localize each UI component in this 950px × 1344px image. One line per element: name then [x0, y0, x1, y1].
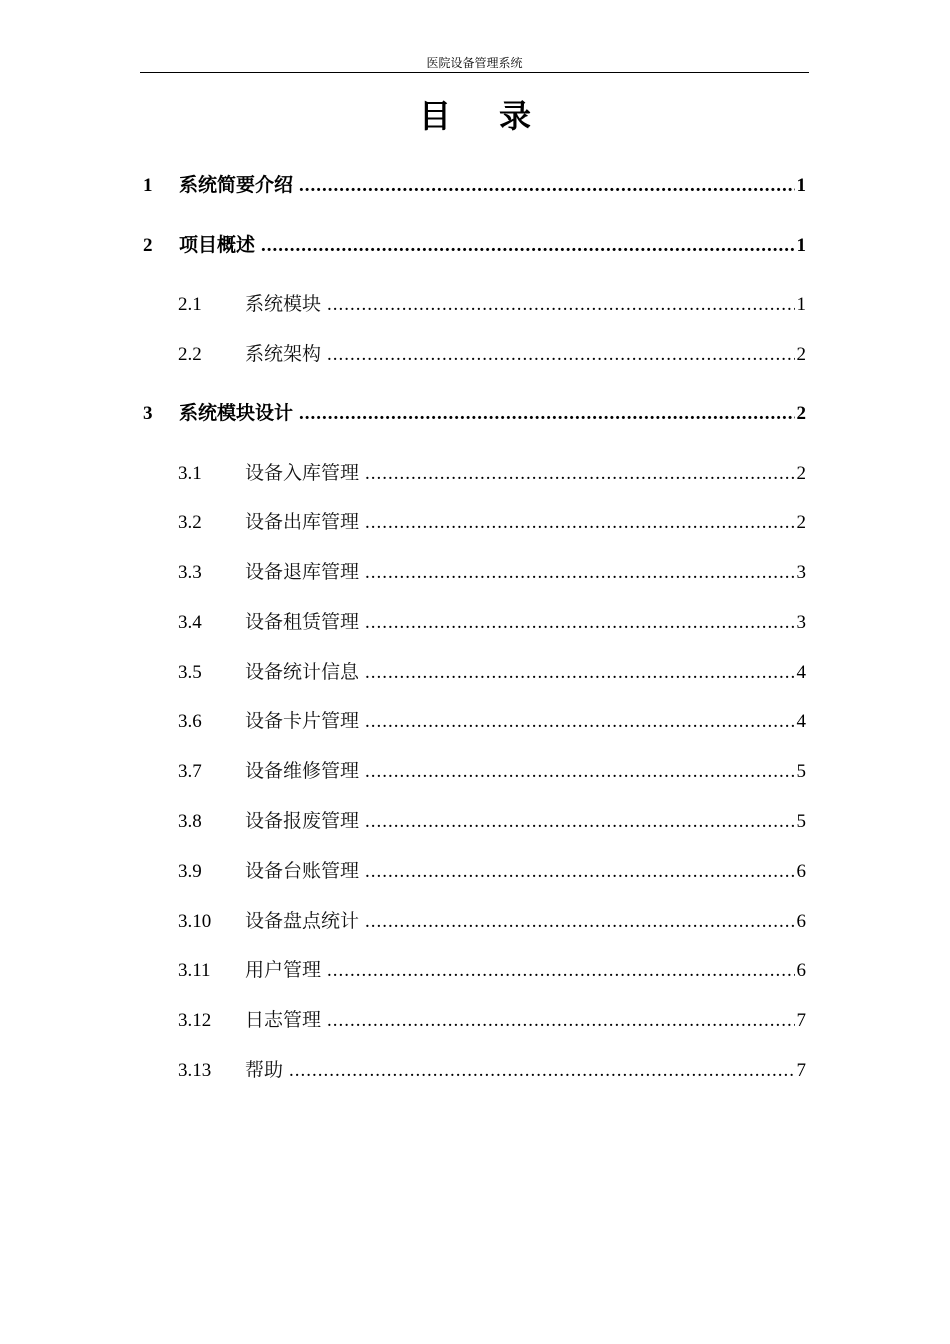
toc-entry-number: 2.1 — [178, 294, 202, 315]
header-title: 医院设备管理系统 — [426, 56, 523, 70]
toc-entry-1[interactable] — [143, 170, 806, 200]
toc-dot-leader — [365, 658, 794, 688]
toc-entry-label: 系统模块 — [245, 293, 322, 315]
toc-dot-leader — [289, 1056, 794, 1086]
toc-entry-label: 设备台账管理 — [245, 860, 360, 882]
toc-entry-page: 1 — [796, 294, 806, 315]
toc-entry-3-2[interactable] — [178, 507, 806, 537]
toc-dot-leader — [365, 558, 794, 588]
toc-entry-label: 系统架构 — [245, 343, 322, 365]
toc-entry-label: 系统简要介绍 — [179, 174, 294, 196]
toc-entry-number: 2.2 — [178, 344, 202, 365]
toc-entry-page: 6 — [796, 911, 806, 932]
toc-dot-leader — [327, 340, 794, 370]
toc-entry-number: 3.13 — [178, 1060, 212, 1081]
toc-entry-page: 1 — [796, 235, 806, 256]
toc-dot-leader — [327, 290, 794, 320]
toc-entry-number: 3.2 — [178, 512, 202, 533]
toc-entry-page: 6 — [796, 960, 806, 981]
toc-entry-label: 设备维修管理 — [245, 760, 360, 782]
toc-entry-page: 7 — [796, 1010, 806, 1031]
toc-entry-page: 7 — [796, 1060, 806, 1081]
toc-dot-leader — [365, 807, 794, 837]
toc-entry-label: 项目概述 — [179, 234, 256, 256]
toc-entry-page: 4 — [796, 662, 806, 683]
toc-entry-number: 3 — [143, 403, 153, 424]
toc-entry-page: 3 — [796, 562, 806, 583]
toc-entry-label: 设备入库管理 — [245, 462, 360, 484]
toc-dot-leader — [299, 171, 794, 201]
toc-entry-3-9[interactable] — [178, 856, 806, 886]
toc-entry-label: 日志管理 — [245, 1009, 322, 1031]
toc-dot-leader — [327, 956, 794, 986]
toc-entry-3-1[interactable] — [178, 458, 806, 488]
toc-entry-number: 3.6 — [178, 711, 202, 732]
toc-dot-leader — [299, 399, 794, 429]
toc-entry-label: 设备退库管理 — [245, 561, 360, 583]
toc-entry-page: 6 — [796, 861, 806, 882]
toc-entry-label: 设备租赁管理 — [245, 611, 360, 633]
toc-entry-3-10[interactable] — [178, 906, 806, 936]
toc-entry-number: 3.1 — [178, 463, 202, 484]
toc-entry-3-11[interactable] — [178, 955, 806, 985]
toc-entry-3-4[interactable] — [178, 607, 806, 637]
toc-entry-page: 1 — [796, 175, 806, 196]
toc-entry-page: 2 — [796, 512, 806, 533]
toc-entry-2-1[interactable] — [178, 289, 806, 319]
toc-dot-leader — [365, 459, 794, 489]
toc-dot-leader — [365, 707, 794, 737]
toc-entry-page: 3 — [796, 612, 806, 633]
toc-entry-3-7[interactable] — [178, 756, 806, 786]
toc-entry-3-8[interactable] — [178, 806, 806, 836]
toc-entry-3-12[interactable] — [178, 1005, 806, 1035]
toc-entry-3-3[interactable] — [178, 557, 806, 587]
toc-entry-label: 设备报废管理 — [245, 810, 360, 832]
toc-entry-3-6[interactable] — [178, 706, 806, 736]
toc-entry-number: 3.8 — [178, 811, 202, 832]
toc-entry-label: 系统模块设计 — [179, 402, 294, 424]
toc-entry-page: 2 — [796, 403, 806, 424]
toc-entry-number: 3.9 — [178, 861, 202, 882]
toc-dot-leader — [327, 1006, 794, 1036]
toc-dot-leader — [365, 907, 794, 937]
toc-entry-page: 4 — [796, 711, 806, 732]
toc-entry-3[interactable] — [143, 398, 806, 428]
toc-entry-label: 设备统计信息 — [245, 661, 360, 683]
toc-entry-number: 3.5 — [178, 662, 202, 683]
toc-entry-3-13[interactable] — [178, 1055, 806, 1085]
toc-entry-label: 帮助 — [245, 1059, 284, 1081]
toc-entry-page: 2 — [796, 344, 806, 365]
toc-entry-2-2[interactable] — [178, 339, 806, 369]
toc-entry-3-5[interactable] — [178, 657, 806, 687]
toc-entry-number: 3.12 — [178, 1010, 212, 1031]
toc-entry-page: 5 — [796, 811, 806, 832]
toc-entry-label: 设备出库管理 — [245, 511, 360, 533]
toc-entry-number: 3.4 — [178, 612, 202, 633]
toc-entry-label: 设备盘点统计 — [245, 910, 360, 932]
toc-dot-leader — [365, 857, 794, 887]
toc-entry-number: 2 — [143, 235, 153, 256]
toc-dot-leader — [261, 231, 794, 261]
toc-dot-leader — [365, 508, 794, 538]
toc-entry-label: 设备卡片管理 — [245, 710, 360, 732]
toc-dot-leader — [365, 608, 794, 638]
toc-entry-number: 3.3 — [178, 562, 202, 583]
toc-entry-number: 3.10 — [178, 911, 212, 932]
toc-entry-page: 2 — [796, 463, 806, 484]
toc-entry-label: 用户管理 — [245, 959, 322, 981]
toc-dot-leader — [365, 757, 794, 787]
toc-entry-number: 3.7 — [178, 761, 202, 782]
page-header — [140, 54, 809, 73]
toc-entry-number: 3.11 — [178, 960, 211, 981]
toc-entry-page: 5 — [796, 761, 806, 782]
toc-entry-2[interactable] — [143, 230, 806, 260]
toc-title: 目录 — [418, 97, 579, 135]
toc-entry-number: 1 — [143, 175, 153, 196]
